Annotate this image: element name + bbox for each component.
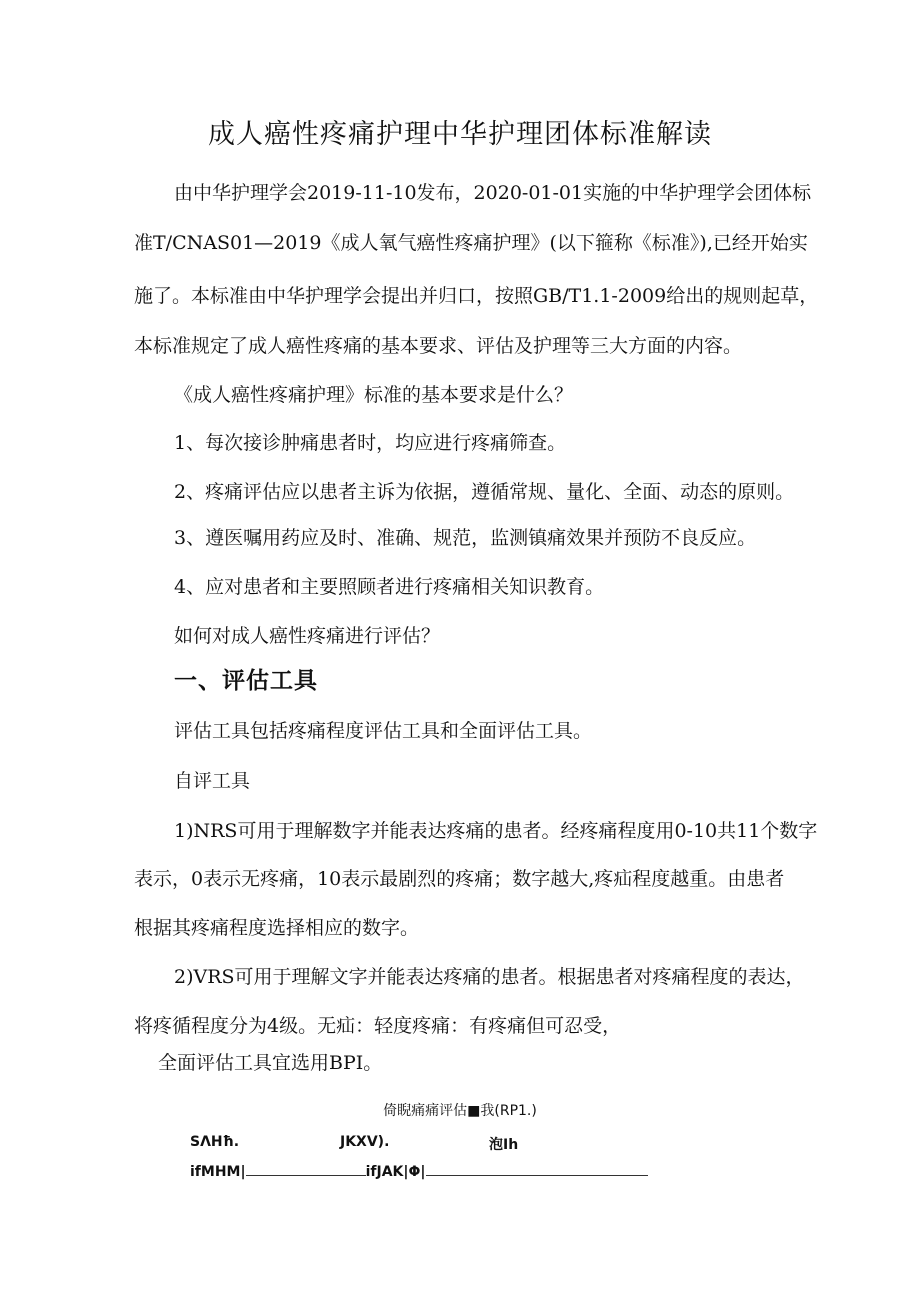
intro-line-2: 准T/CNAS01—2019《成人氧气癌性疼痛护理》(以下箍称《标准》),已经开始实 [134,232,808,254]
form-label-2: ifJAK|Φ| [365,1164,426,1180]
section-heading-assessment-tools: 一、评估工具 [174,668,318,694]
requirement-item-1: 1、每次接诊肿痛患者时，均应进行疼痛筛查。 [174,432,567,454]
question-assessment: 如何对成人癌性疼痛进行评估？ [174,625,441,647]
form-blank-1[interactable] [246,1161,366,1176]
bpi-line: 全面评估工具宜选用BPI。 [158,1052,383,1074]
form-field-1: SΛHħ. [190,1134,240,1150]
self-eval-label: 自评工具 [174,770,251,792]
tools-intro: 评估工具包括疼痛程度评估工具和全面评估工具。 [174,720,593,742]
nrs-line-3: 根据其疼痛程度选择相应的数字。 [134,917,420,939]
form-label-1: ifMHM| [190,1164,246,1180]
intro-line-3: 施了。本标准由中华护理学会提出并归口，按照GB/T1.1-2009给出的规则起草， [134,285,819,307]
requirement-item-3: 3、遵医嘱用药应及时、准确、规范，监测镇痛效果并预防不良反应。 [174,527,757,549]
document-title: 成人癌性疼痛护理中华护理团体标准解读 [208,119,712,150]
nrs-line-2: 表示，0表示无疼痛，10表示最剧烈的疼痛；数字越大,疼疝程度越重。由患者 [134,868,785,890]
intro-line-1: 由中华护理学会2019-11-10发布，2020-01-01实施的中华护理学会团体标 [174,182,812,204]
requirement-item-2: 2、疼痛评估应以患者主诉为依据，遵循常规、量化、全面、动态的原则。 [174,481,795,503]
vrs-line-2: 将疼循程度分为4级。无疝：轻度疼痛：有疼痛但可忍受， [134,1015,622,1037]
vrs-line-1: 2)VRS可用于理解文字并能表达疼痛的患者。根据患者对疼痛程度的表达， [174,966,805,988]
form-field-3: 泡Ih [489,1137,519,1153]
question-basic-requirements: 《成人癌性疼痛护理》标准的基本要求是什么？ [174,384,574,406]
nrs-line-1: 1)NRS可用于理解数字并能表达疼痛的患者。经疼痛程度用0-10共11个数字 [174,820,818,842]
form-field-2: JKXV). [340,1134,390,1150]
form-blank-2[interactable] [426,1161,648,1176]
requirement-item-4: 4、应对患者和主要照顾者进行疼痛相关知识教育。 [174,576,605,598]
bpi-form-title: 倚睨痛痛评估■我(RP1.) [383,1103,537,1119]
form-row-2 [190,1161,648,1180]
intro-line-4: 本标准规定了成人癌性疼痛的基本要求、评估及护理等三大方面的内容。 [134,335,743,357]
